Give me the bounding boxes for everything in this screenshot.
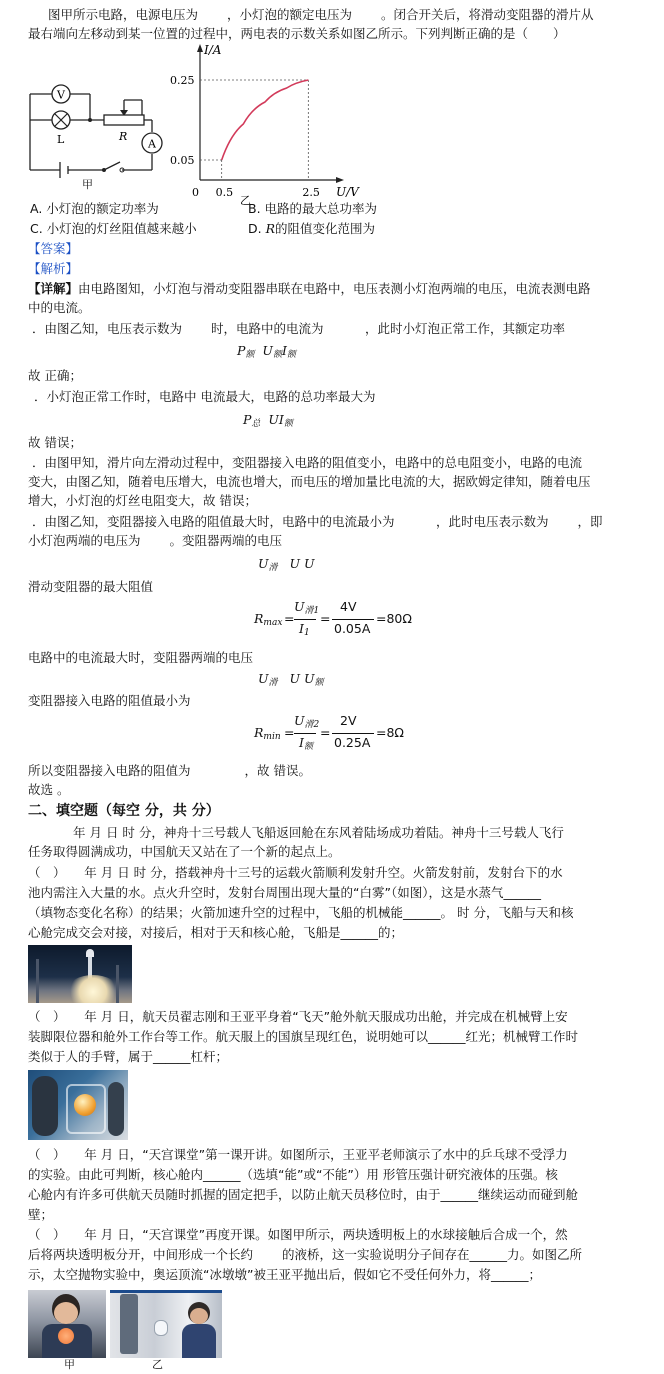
a-formula-u-sub: 额 (272, 350, 282, 360)
q3-line-2: 的实验。由此可判断，核心舱内______（选填“能”或“不能”）用 形管压强计研究液体的压强。核 (28, 1167, 558, 1182)
max-label: 滑动变阻器的最大阻值 (28, 579, 154, 594)
a-formula (237, 342, 296, 364)
d-f2-sub2: 额 (314, 678, 324, 688)
y-axis-label: I/A (204, 43, 222, 57)
b-formula (243, 411, 293, 433)
rmax-r: R (254, 611, 264, 626)
d-expl-line-1: ．由图乙知，变阻器接入电路的阻值最大时，电路中的电流最小为 ，此时电压表示数为 ，即 (32, 514, 603, 529)
rmin-sub: min (263, 732, 281, 742)
y-tick-label: 0.05 (170, 154, 195, 167)
detail-line-2: 中的电流。 (28, 300, 91, 315)
rmin-num-sub: 滑2 (304, 720, 320, 730)
c-expl-line-3: 增大，小灯泡的灯丝电阻变大，故 错误； (28, 493, 257, 508)
rmax-num: U (294, 599, 305, 614)
rmin-den-val: 0.25A (334, 735, 371, 750)
rheostat (104, 115, 144, 125)
d-f1-rest: U U (289, 556, 315, 571)
c-expl-line-1: ．由图甲知，滑片向左滑动过程中，变阻器接入电路的阻值变小，电路中的总电阻变小，电路的电流 (32, 455, 583, 470)
ping-pong-experiment-photo (28, 1070, 128, 1140)
chart-caption: 乙 (240, 194, 251, 207)
rmax-den-sub: 1 (303, 628, 310, 638)
rmin-num: U (294, 713, 305, 728)
d-formula-2 (258, 670, 324, 692)
rmin-r: R (254, 725, 264, 740)
x-axis-label: U/V (336, 185, 359, 199)
intro-line-2: 任务取得圆满成功，中国航天又站在了一个新的起点上。 (28, 844, 341, 859)
d-f1-sub: 滑 (268, 563, 278, 573)
d-formula-1 (258, 555, 315, 577)
rmax-result: =80Ω (376, 611, 412, 626)
y-axis-arrow (197, 44, 203, 52)
b-formula-ui: UI (268, 412, 284, 427)
q2-line-2: 装脚限位器和舱外工作台等工作。航天服上的国旗呈现红色，说明她可以______红光；机械臂工作时 (28, 1029, 579, 1044)
min-label: 变阻器接入电路的阻值最小为 (28, 693, 191, 708)
liquid-bridge-photo (28, 1290, 106, 1358)
a-formula-u: U (262, 343, 273, 358)
b-formula-p-sub: 总 (251, 419, 261, 429)
rmax-num-sub: 滑1 (304, 606, 320, 616)
x-tick-label: 2.5 (302, 186, 320, 199)
q3-line-4: 壁； (28, 1207, 54, 1222)
q3-line-1: （ ） 年 月 日，“天宫课堂”第一课开讲。如图所示，王亚平老师演示了水中的乒乓球不受浮力 (28, 1147, 568, 1162)
d-expl-line-2: 小灯泡两端的电压为 。变阻器两端的电压 (28, 533, 282, 548)
a-conclusion: 故 正确； (28, 368, 82, 383)
range-line: 所以变阻器接入电路的阻值为 ，故 错误。 (28, 763, 311, 778)
x-tick-label: 0.5 (215, 186, 234, 199)
a-expl-line: ．由图乙知，电压表示数为 时，电路中的电流为 ，此时小灯泡正常工作，其额定功率 (32, 321, 565, 336)
option-c: C. 小灯泡的灯丝阻值越来越小 (30, 221, 197, 236)
q3-line-3: 心舱内有许多可供航天员随时抓握的固定把手，以防止航天员移位时，由于______继续运动而碰到舱 (28, 1187, 579, 1202)
q4-line-2: 后将两块透明板分开，中间形成一个长约 的液桥，这一实验说明分子间存在______力。如图乙所 (28, 1247, 582, 1262)
rmin-result: =8Ω (376, 725, 404, 740)
b-formula-ui-sub: 额 (283, 419, 293, 429)
b-expl-line: ．小灯泡正常工作时，电路中 电流最大，电路的总功率最大为 (34, 389, 376, 404)
iu-chart (170, 40, 359, 207)
option-d-var: R (265, 221, 275, 236)
a-formula-i-sub: 额 (286, 350, 296, 360)
y-tick-label: 0.25 (170, 74, 195, 87)
d-f2-sub: 滑 (268, 678, 278, 688)
photo-caption-b: 乙 (152, 1358, 163, 1371)
question-line-1: 图甲所示电路，电源电压为 ，小灯泡的额定电压为 。闭合开关后，将滑动变阻器的滑片从 (48, 7, 594, 22)
x-axis-arrow (336, 177, 344, 183)
rmin-num-val: 2V (340, 713, 357, 728)
circuit-caption: 甲 (82, 178, 93, 191)
option-d-prefix: D. (248, 221, 266, 236)
photo-caption-a: 甲 (64, 1358, 75, 1371)
detail-label: 【详解】 (28, 281, 79, 296)
q1-line-1: （ ） 年 月 日 时 分，搭载神舟十三号的运载火箭顺利发射升空。火箭发射前，发射台下的水 (28, 865, 563, 880)
q4-line-3: 示，太空抛物实验中，奥运顶流“冰墩墩”被王亚平抛出后，假如它不受任何外力，将______； (28, 1267, 541, 1282)
iu-curve (222, 80, 309, 160)
intro-line-1: 年 月 日 时 分，神舟十三号载人飞船返回舱在东风着陆场成功着陆。神舟十三号载人飞行 (48, 825, 564, 840)
a-formula-p-sub: 额 (245, 350, 255, 360)
rmin-den-sub: 额 (303, 742, 313, 752)
d-f1-u: U (258, 556, 269, 571)
rmin-formula: $R_{min}$ = $U_{滑2}$ $I_额$ = 2V 0.25A =8Ω (254, 713, 404, 752)
rmin-den: I (299, 735, 304, 750)
analysis-label: 【解析】 (28, 261, 79, 276)
rmax-formula: $R_{max}$ = $U_{滑1}$ $I_1$ = 4V 0.05A =80Ω (254, 599, 412, 638)
x-tick-label: 0 (192, 186, 199, 199)
rmax-num-val: 4V (340, 599, 357, 614)
q2-line-3: 类似于人的手臂，属于______杠杆； (28, 1049, 229, 1064)
rmax-sub: max (263, 618, 283, 628)
q1-line-2: 池内需注入大量的水。点火升空时，发射台周围出现大量的“白雾”（如图），这是水蒸气______ (28, 885, 541, 900)
q4-line-1: （ ） 年 月 日，“天宫课堂”再度开课。如图甲所示，两块透明板上的水球接触后合成一个，然 (28, 1227, 568, 1242)
d-f2-rest: U U (289, 671, 315, 686)
q1-line-3: （填物态变化名称）的结果；火箭加速升空的过程中，飞船的机械能______。 时 分，飞船与天和核 (28, 905, 574, 920)
lamp-label: L (57, 133, 65, 146)
space-station-throw-photo (110, 1290, 222, 1358)
rmax-den: I (299, 621, 304, 636)
b-formula-p: P (243, 412, 252, 427)
section2-title: 二、填空题（每空 分，共 分） (28, 803, 220, 819)
answer-label: 【答案】 (28, 241, 79, 256)
detail-text-1: 由电路图知，小灯泡与滑动变阻器串联在电路中，电压表测小灯泡两端的电压，电流表测电路 (78, 281, 591, 296)
d-f2-u: U (258, 671, 269, 686)
rheostat-label: R (119, 130, 128, 143)
option-d-suffix: 的阻值变化范围为 (275, 221, 376, 236)
option-a: A. 小灯泡的额定功率为 (30, 201, 159, 216)
q2-line-1: （ ） 年 月 日，航天员翟志刚和王亚平身着“飞天”舱外航天服成功出舱，并完成在机械臂上安 (28, 1009, 568, 1024)
option-d (248, 220, 375, 238)
max-i-label: 电路中的电流最大时，变阻器两端的电压 (28, 650, 254, 665)
ammeter-label: A (148, 137, 156, 151)
a-formula-i: I (281, 343, 287, 358)
circuit-diagram (24, 80, 174, 192)
question-line-2: 最右端向左移动到某一位置的过程中，两电表的示数关系如图乙所示。下列判断正确的是（ ） (28, 26, 566, 41)
q1-line-4: 心舱完成交会对接，对接后，相对于天和核心舱，飞船是______的； (28, 925, 404, 940)
voltmeter-label: V (57, 88, 65, 102)
rmax-den-val: 0.05A (334, 621, 371, 636)
a-formula-p: P (237, 343, 246, 358)
rocket-launch-photo (28, 945, 132, 1003)
choose-line: 故选 。 (28, 782, 70, 797)
b-conclusion: 故 错误； (28, 435, 82, 450)
detail-line-1 (28, 280, 591, 298)
c-expl-line-2: 变大，由图乙知，随着电压增大，电流也增大，而电压的增加量比电流的大，据欧姆定律知，随着电压 (28, 474, 591, 489)
option-b: B. 电路的最大总功率为 (248, 201, 378, 216)
